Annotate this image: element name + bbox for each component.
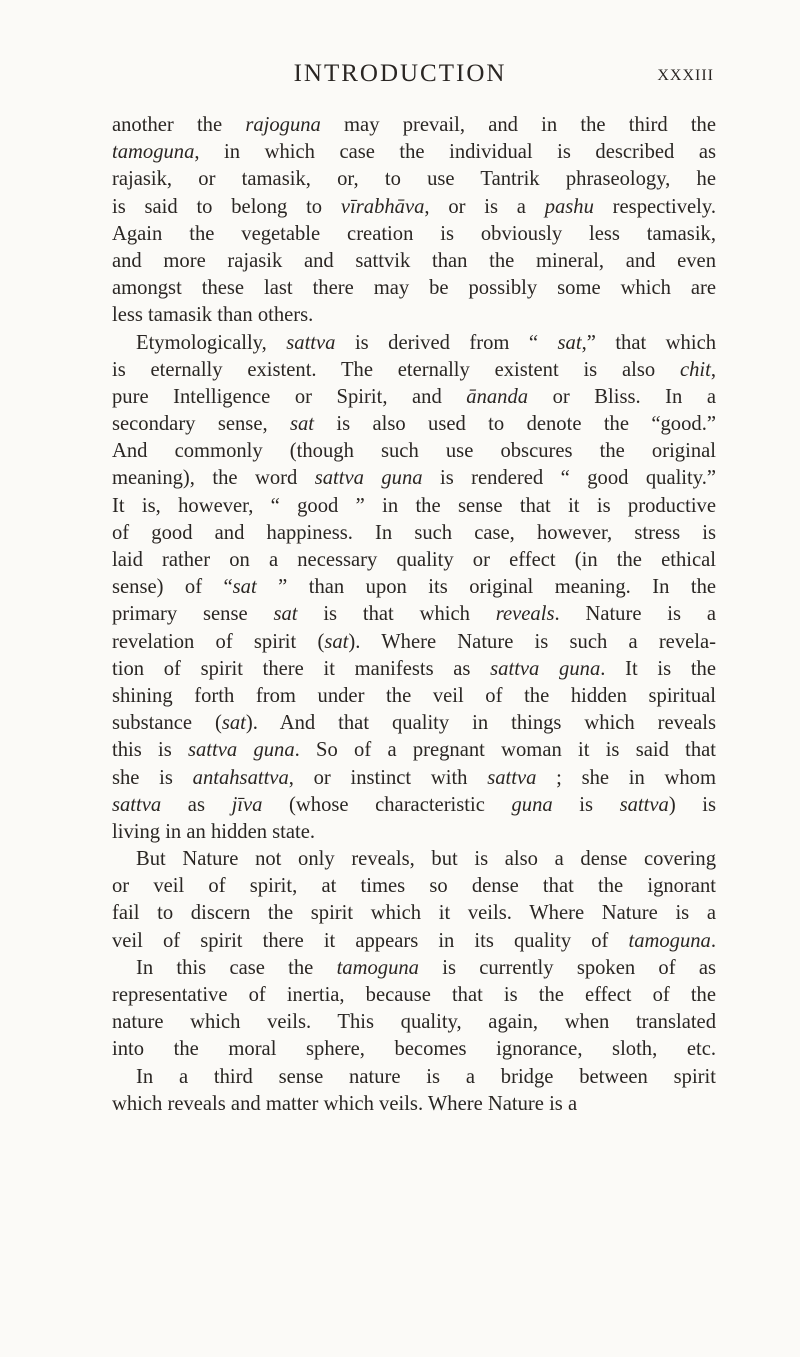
text-run: revelation of spirit ( [112, 630, 325, 653]
text-line [112, 275, 716, 302]
text-run: or Bliss. In a [528, 385, 717, 408]
text-line [112, 520, 716, 547]
text-line [112, 656, 716, 683]
text-run: ). And that quality in things which reveals [245, 712, 716, 735]
text-run: is derived from “ [335, 331, 558, 354]
text-run: may prevail, and in the third the [320, 114, 716, 136]
text-line [112, 112, 716, 139]
italic-term: ānanda [466, 385, 529, 408]
text-line [112, 384, 716, 411]
text-run: is that which [297, 603, 496, 626]
italic-term: sattva [112, 793, 162, 816]
text-line [112, 357, 716, 384]
text-line [112, 1064, 716, 1091]
text-run: amongst these last there may be possibly some which are [112, 277, 716, 300]
text-run: tion of spirit there it manifests as [112, 657, 491, 680]
text-run: respectively. [593, 195, 716, 218]
text-run: nature which veils. This quality, again, when translated [112, 1011, 716, 1034]
text-run: is [552, 793, 620, 816]
text-run: But Nature not only reveals, but is also a dense covering [136, 848, 716, 871]
italic-term: vīrabhāva [340, 195, 425, 218]
italic-term: sattva [286, 331, 336, 354]
text-run: . So of a pregnant woman it is said that [294, 739, 717, 762]
italic-term: tamoguna [628, 929, 711, 952]
text-run: and more rajasik and sattvik than the mineral, and even [112, 249, 716, 272]
text-run: veil of spirit there it appears in its quality of [112, 929, 629, 952]
italic-term: tamoguna [112, 141, 195, 164]
italic-term: sat [289, 413, 315, 436]
text-line [112, 819, 716, 846]
text-line [112, 710, 716, 737]
text-line [112, 792, 716, 819]
running-title: INTRODUCTION [293, 60, 507, 87]
italic-term: reveals [495, 603, 555, 626]
text-run: is eternally existent. The eternally existent is also [112, 358, 680, 381]
text-run: . [710, 929, 716, 952]
text-line [112, 1009, 716, 1036]
text-run: ; she in whom [536, 766, 716, 789]
text-run: representative of inertia, because that is the effect of the [112, 984, 716, 1006]
body-text [112, 112, 716, 1118]
text-line [112, 1036, 716, 1063]
text-line [112, 574, 716, 601]
italic-term: jīva [231, 793, 263, 816]
text-run: into the moral sphere, becomes ignorance, sloth, etc. [112, 1038, 716, 1061]
text-run: shining forth from under the veil of the hidden spiritual [112, 684, 716, 707]
text-line [112, 765, 716, 792]
text-run: of good and happiness. In such case, however, stress is [112, 521, 716, 544]
text-run: , [710, 358, 716, 381]
text-run: secondary sense, [112, 413, 290, 436]
text-run: rajasik, or tamasik, or, to use Tantrik phraseology, he [112, 168, 716, 191]
text-line [112, 601, 716, 628]
text-run: . It is the [600, 657, 716, 680]
text-line [112, 900, 716, 927]
text-line [112, 248, 716, 275]
text-run: In this case the [136, 956, 337, 979]
text-run: , or instinct with [288, 766, 488, 789]
text-run: In a third sense nature is a bridge between spirit [136, 1065, 716, 1088]
text-line [112, 955, 716, 982]
text-run: , in which case the individual is described as [194, 141, 716, 164]
text-run: , or is a [424, 195, 545, 218]
text-line [112, 465, 716, 492]
italic-term: rajoguna [245, 114, 321, 136]
text-line [112, 493, 716, 520]
text-run: meaning), the word [112, 467, 315, 490]
text-line [112, 411, 716, 438]
text-line [112, 139, 716, 166]
text-line [112, 166, 716, 193]
text-line [112, 737, 716, 764]
text-run: fail to discern the spirit which it veils. Where Nature is a [112, 902, 716, 925]
text-run: ” than upon its original meaning. In the [256, 576, 717, 599]
text-run: It is, however, “ good ” in the sense that it is productive [112, 494, 716, 517]
text-line [112, 873, 716, 900]
text-line [112, 547, 716, 574]
text-line [112, 302, 716, 329]
italic-term: sat [324, 630, 349, 653]
text-run: . Nature is a [554, 603, 716, 626]
text-run: pure Intelligence or Spirit, and [112, 385, 467, 408]
text-line [112, 928, 716, 955]
italic-term: sat [557, 331, 582, 354]
text-run: is also used to denote the “good.” [314, 413, 716, 436]
text-run: Again the vegetable creation is obviously less tamasik, [112, 222, 716, 245]
italic-term: sattva guna [188, 739, 295, 762]
page-number: xxxiii [657, 60, 714, 85]
text-run: (whose characteristic [262, 793, 512, 816]
italic-term: sattva guna [314, 467, 423, 490]
text-run: is rendered “ good quality.” [422, 467, 717, 490]
text-run: living in an hidden state. [112, 820, 316, 843]
text-run: she is [112, 766, 193, 789]
text-line [112, 221, 716, 248]
text-run: as [161, 793, 232, 816]
text-line [112, 629, 716, 656]
text-line [112, 982, 716, 1009]
italic-term: sat [273, 603, 298, 626]
text-run: And commonly (though such use obscures the original [112, 440, 716, 463]
text-line [112, 330, 716, 357]
text-run: substance ( [112, 712, 222, 735]
text-line [112, 438, 716, 465]
text-run: is said to belong to [112, 195, 341, 218]
text-run: is currently spoken of as [418, 956, 716, 979]
text-run: less tamasik than others. [112, 304, 314, 327]
italic-term: guna [511, 793, 553, 816]
text-run: which reveals and matter which veils. Where Nature is a [112, 1092, 578, 1115]
text-run: this is [112, 739, 188, 762]
italic-term: sat [232, 576, 257, 599]
italic-term: sat [221, 712, 246, 735]
italic-term: sattva [619, 793, 669, 816]
text-run: laid rather on a necessary quality or effect (in the ethical [112, 549, 716, 571]
text-run: ) is [668, 793, 717, 816]
text-line [112, 683, 716, 710]
text-run: or veil of spirit, at times so dense that the ignorant [112, 875, 716, 898]
text-run: another the [112, 114, 246, 136]
running-head [0, 60, 800, 90]
italic-term: sattva [487, 766, 537, 789]
italic-term: chit [679, 358, 711, 381]
text-run: ,” that which [581, 331, 717, 354]
italic-term: antahsattva [192, 766, 289, 789]
text-run: ). Where Nature is such a revela- [348, 630, 716, 653]
text-line [112, 1091, 716, 1118]
text-run: Etymologically, [136, 331, 287, 354]
text-run: sense) of “ [112, 576, 233, 599]
text-run: primary sense [112, 603, 274, 626]
italic-term: sattva guna [490, 657, 601, 680]
text-line [112, 194, 716, 221]
italic-term: pashu [544, 195, 594, 218]
text-line [112, 846, 716, 873]
italic-term: tamoguna [336, 956, 419, 979]
